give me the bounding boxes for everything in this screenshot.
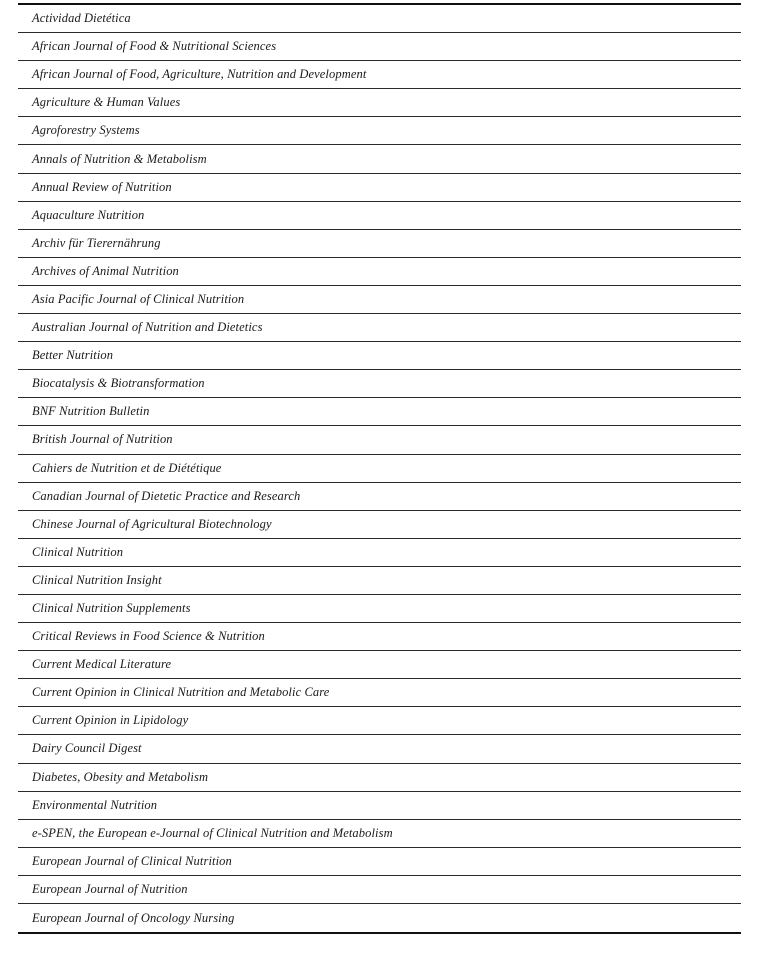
journal-row: European Journal of Clinical Nutrition (18, 848, 741, 876)
journal-row: Archives of Animal Nutrition (18, 258, 741, 286)
journal-row: Current Opinion in Lipidology (18, 707, 741, 735)
journal-row: African Journal of Food & Nutritional Sciences (18, 33, 741, 61)
journal-row: Annals of Nutrition & Metabolism (18, 145, 741, 173)
journal-row: Current Medical Literature (18, 651, 741, 679)
journal-row: Better Nutrition (18, 342, 741, 370)
journal-row: European Journal of Nutrition (18, 876, 741, 904)
journal-row: Chinese Journal of Agricultural Biotechnology (18, 511, 741, 539)
journal-row: Clinical Nutrition (18, 539, 741, 567)
journal-list-table (18, 3, 741, 934)
journal-row: Diabetes, Obesity and Metabolism (18, 764, 741, 792)
journal-row: e-SPEN, the European e-Journal of Clinical Nutrition and Metabolism (18, 820, 741, 848)
journal-row: Current Opinion in Clinical Nutrition and Metabolic Care (18, 679, 741, 707)
journal-row: Annual Review of Nutrition (18, 174, 741, 202)
journal-row: British Journal of Nutrition (18, 426, 741, 454)
journal-row: Environmental Nutrition (18, 792, 741, 820)
journal-row: Agroforestry Systems (18, 117, 741, 145)
journal-row: Asia Pacific Journal of Clinical Nutrition (18, 286, 741, 314)
journal-row: Archiv für Tierernährung (18, 230, 741, 258)
journal-row: Dairy Council Digest (18, 735, 741, 763)
journal-row: Agriculture & Human Values (18, 89, 741, 117)
journal-row: Critical Reviews in Food Science & Nutrition (18, 623, 741, 651)
journal-row: Aquaculture Nutrition (18, 202, 741, 230)
journal-row: Biocatalysis & Biotransformation (18, 370, 741, 398)
journal-row: African Journal of Food, Agriculture, Nutrition and Development (18, 61, 741, 89)
journal-row: Actividad Dietética (18, 5, 741, 33)
journal-row: Clinical Nutrition Insight (18, 567, 741, 595)
journal-row: Cahiers de Nutrition et de Diététique (18, 455, 741, 483)
journal-row: European Journal of Oncology Nursing (32, 910, 235, 925)
journal-row: Australian Journal of Nutrition and Dietetics (18, 314, 741, 342)
journal-row: Clinical Nutrition Supplements (18, 595, 741, 623)
journal-row: Canadian Journal of Dietetic Practice and Research (18, 483, 741, 511)
journal-row: BNF Nutrition Bulletin (18, 398, 741, 426)
